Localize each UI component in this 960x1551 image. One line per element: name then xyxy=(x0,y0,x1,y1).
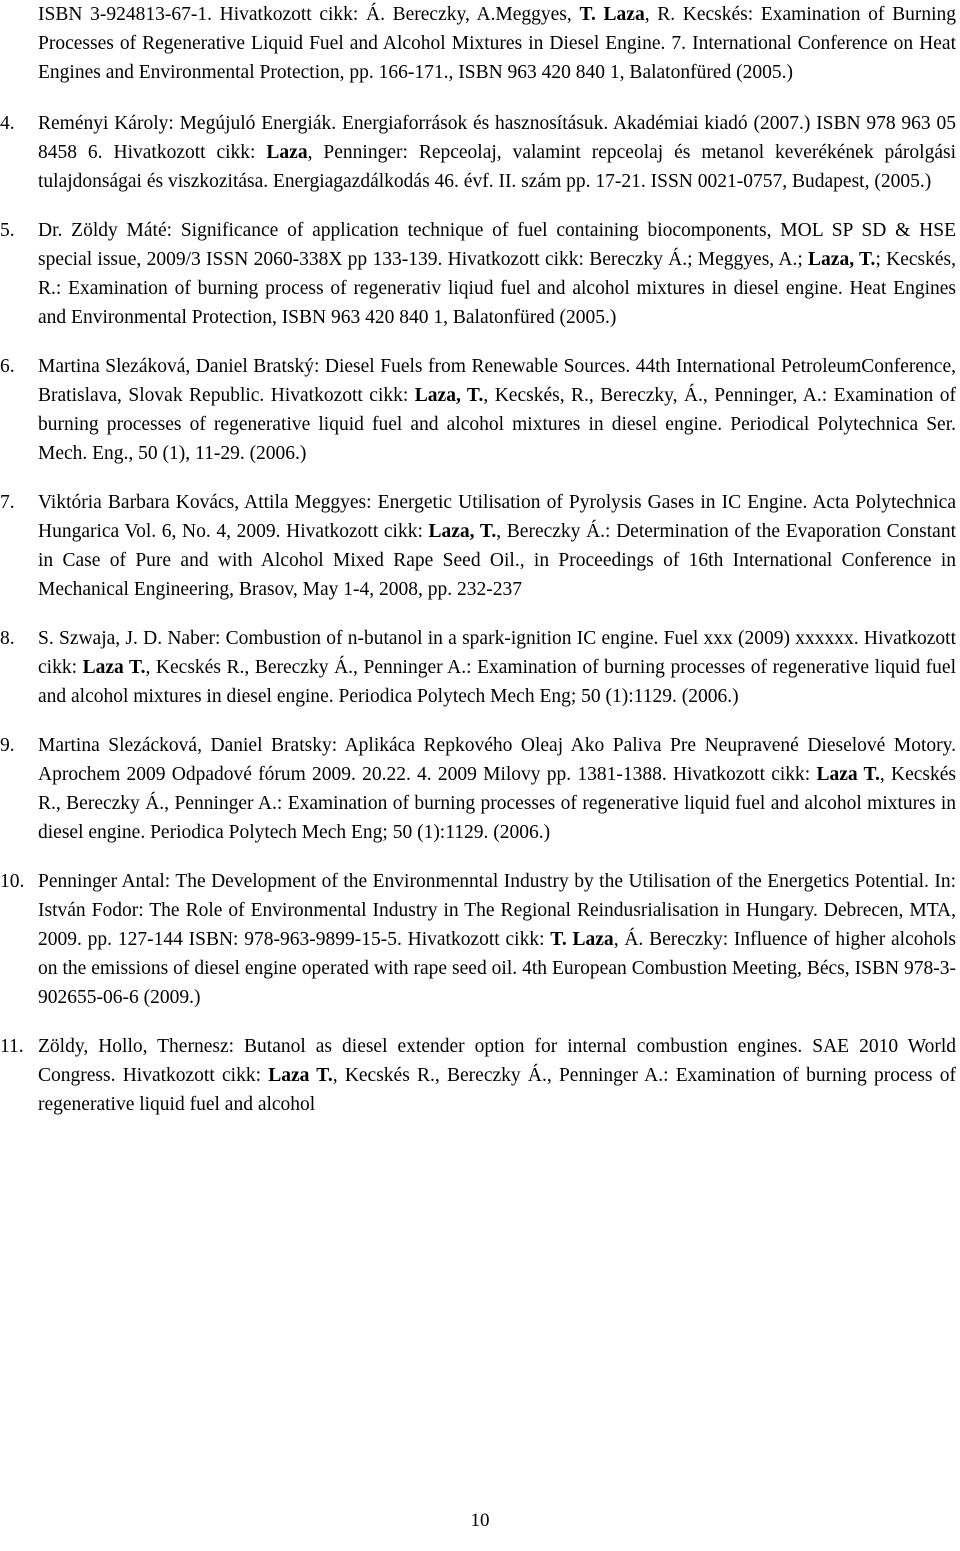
reference-item-11 xyxy=(0,1032,956,1119)
reference-number: 7. xyxy=(0,492,15,513)
highlighted-author: T. Laza xyxy=(550,929,614,950)
reference-text: Martina Slezácková, Daniel Bratsky: Aplikáca Repkového Oleaj Ako Paliva Pre Neupravené Dieselové Motory. Aprochem 2009 Odpadové fórum 2009. 20.22. 4. 2009 Milovy pp. 1381-1388. Hivatkozott cikk: xyxy=(38,735,956,785)
reference-item-8 xyxy=(0,624,956,711)
reference-text: Viktória Barbara Kovács, Attila Meggyes: Energetic Utilisation of Pyrolysis Gases in IC Engine. Acta Polytechnica Hungarica Vol. 6, No. 4, 2009. Hivatkozott cikk: xyxy=(38,492,956,542)
highlighted-author: Laza xyxy=(266,142,308,163)
reference-text: ISBN 3-924813-67-1. Hivatkozott cikk: Á. Bereczky, A.Meggyes, xyxy=(38,4,580,25)
reference-number: 6. xyxy=(0,356,15,377)
reference-text: , Kecskés R., Bereczky Á., Penninger A.: Examination of burning processes of regenerative liquid fuel and alcohol mixtures in diesel engine. Periodica Polytech Mech Eng; 50 (1):1129. (2006.) xyxy=(38,764,956,843)
reference-text: Reményi Károly: Megújuló Energiák. Energiaforrások és hasznosításuk. Akadémiai kiadó (2007.) ISBN 978 963 05 8458 6. Hivatkozott cikk: xyxy=(38,113,956,163)
reference-number: 5. xyxy=(0,220,15,241)
reference-item-10 xyxy=(0,867,956,1012)
reference-item-6 xyxy=(0,352,957,468)
reference-number: 11. xyxy=(0,1036,24,1057)
reference-text: ; Kecskés, R.: Examination of burning process of regenerativ liqiud fuel and alcohol mixtures in diesel engine. Heat Engines and Environmental Protection, ISBN 963 420 840 1, Balatonfüred (2005.) xyxy=(38,249,956,328)
reference-text: , Kecskés R., Bereczky Á., Penninger A.: Examination of burning process of regenerative liquid fuel and alcohol xyxy=(38,1065,956,1115)
page-number: 10 xyxy=(470,1510,490,1531)
highlighted-author: Laza T. xyxy=(816,764,880,785)
reference-item-continued xyxy=(38,0,956,87)
reference-item-9 xyxy=(0,731,956,847)
reference-item-7 xyxy=(0,488,956,604)
reference-text: , Bereczky Á.: Determination of the Evaporation Constant in Case of Pure and with Alcohol Mixed Rape Seed Oil., in Proceedings of 16th International Conference in Mechanical Engineering, Brasov, May 1-4, 2008, pp. 232-237 xyxy=(38,521,956,600)
reference-text: Zöldy, Hollo, Thernesz: Butanol as diesel extender option for internal combustion engines. SAE 2010 World Congress. Hivatkozott cikk: xyxy=(38,1036,956,1086)
reference-text: , Penninger: Repceolaj, valamint repceolaj és metanol keverékének párolgási tulajdonságai és viszkozitása. Energiagazdálkodás 46. évf. II. szám pp. 17-21. ISSN 0021-0757, Budapest, (2005.) xyxy=(38,142,956,192)
reference-text: Dr. Zöldy Máté: Significance of application technique of fuel containing biocomponents, MOL SP SD & HSE special issue, 2009/3 ISSN 2060-338X pp 133-139. Hivatkozott cikk: Bereczky Á.; Meggyes, A.; xyxy=(38,220,956,270)
reference-item-4 xyxy=(0,109,956,196)
highlighted-author: Laza, T. xyxy=(428,521,497,542)
reference-text: , Kecskés R., Bereczky Á., Penninger A.: Examination of burning processes of regenerative liquid fuel and alcohol mixtures in diesel engine. Periodica Polytech Mech Eng; 50 (1):1129. (2006.) xyxy=(38,657,956,707)
highlighted-author: T. Laza xyxy=(579,4,645,25)
reference-number: 4. xyxy=(0,113,15,134)
highlighted-author: Laza T. xyxy=(82,657,146,678)
highlighted-author: Laza, T. xyxy=(414,385,484,406)
reference-text: Martina Slezáková, Daniel Bratský: Diesel Fuels from Renewable Sources. 44th International PetroleumConference, Bratislava, Slovak Republic. Hivatkozott cikk: xyxy=(38,356,956,406)
reference-text: , R. Kecskés: Examination of Burning Processes of Regenerative Liquid Fuel and Alcohol Mixtures in Diesel Engine. 7. International Conference on Heat Engines and Environmental Protection, pp. 166-171., ISBN 963 420 840 1, Balatonfüred (2005.) xyxy=(38,4,956,83)
reference-text: Penninger Antal: The Development of the Environmenntal Industry by the Utilisation of the Energetics Potential. In: István Fodor: The Role of Environmental Industry in The Regional Reindusrialisation in Hungary. Debrecen, MTA, 2009. pp. 127-144 ISBN: 978-963-9899-15-5. Hivatkozott cikk: xyxy=(38,871,956,950)
reference-number: 8. xyxy=(0,628,15,649)
reference-item-5 xyxy=(0,216,956,332)
reference-text: , Á. Bereczky: Influence of higher alcohols on the emissions of diesel engine operated with rape seed oil. 4th European Combustion Meeting, Bécs, ISBN 978-3-902655-06-6 (2009.) xyxy=(38,929,956,1008)
reference-text: , Kecskés, R., Bereczky, Á., Penninger, A.: Examination of burning processes of regenerative liquid fuel and alcohol mixtures in diesel engine. Periodical Polytechnica Ser. Mech. Eng., 50 (1), 11-29. (2006.) xyxy=(38,385,957,464)
highlighted-author: Laza, T. xyxy=(808,249,876,270)
reference-text: S. Szwaja, J. D. Naber: Combustion of n-butanol in a spark-ignition IC engine. Fuel xxx (2009) xxxxxx. Hivatkozott cikk: xyxy=(38,628,956,678)
reference-number: 10. xyxy=(0,871,25,892)
reference-number: 9. xyxy=(0,735,15,756)
highlighted-author: Laza T. xyxy=(268,1065,333,1086)
